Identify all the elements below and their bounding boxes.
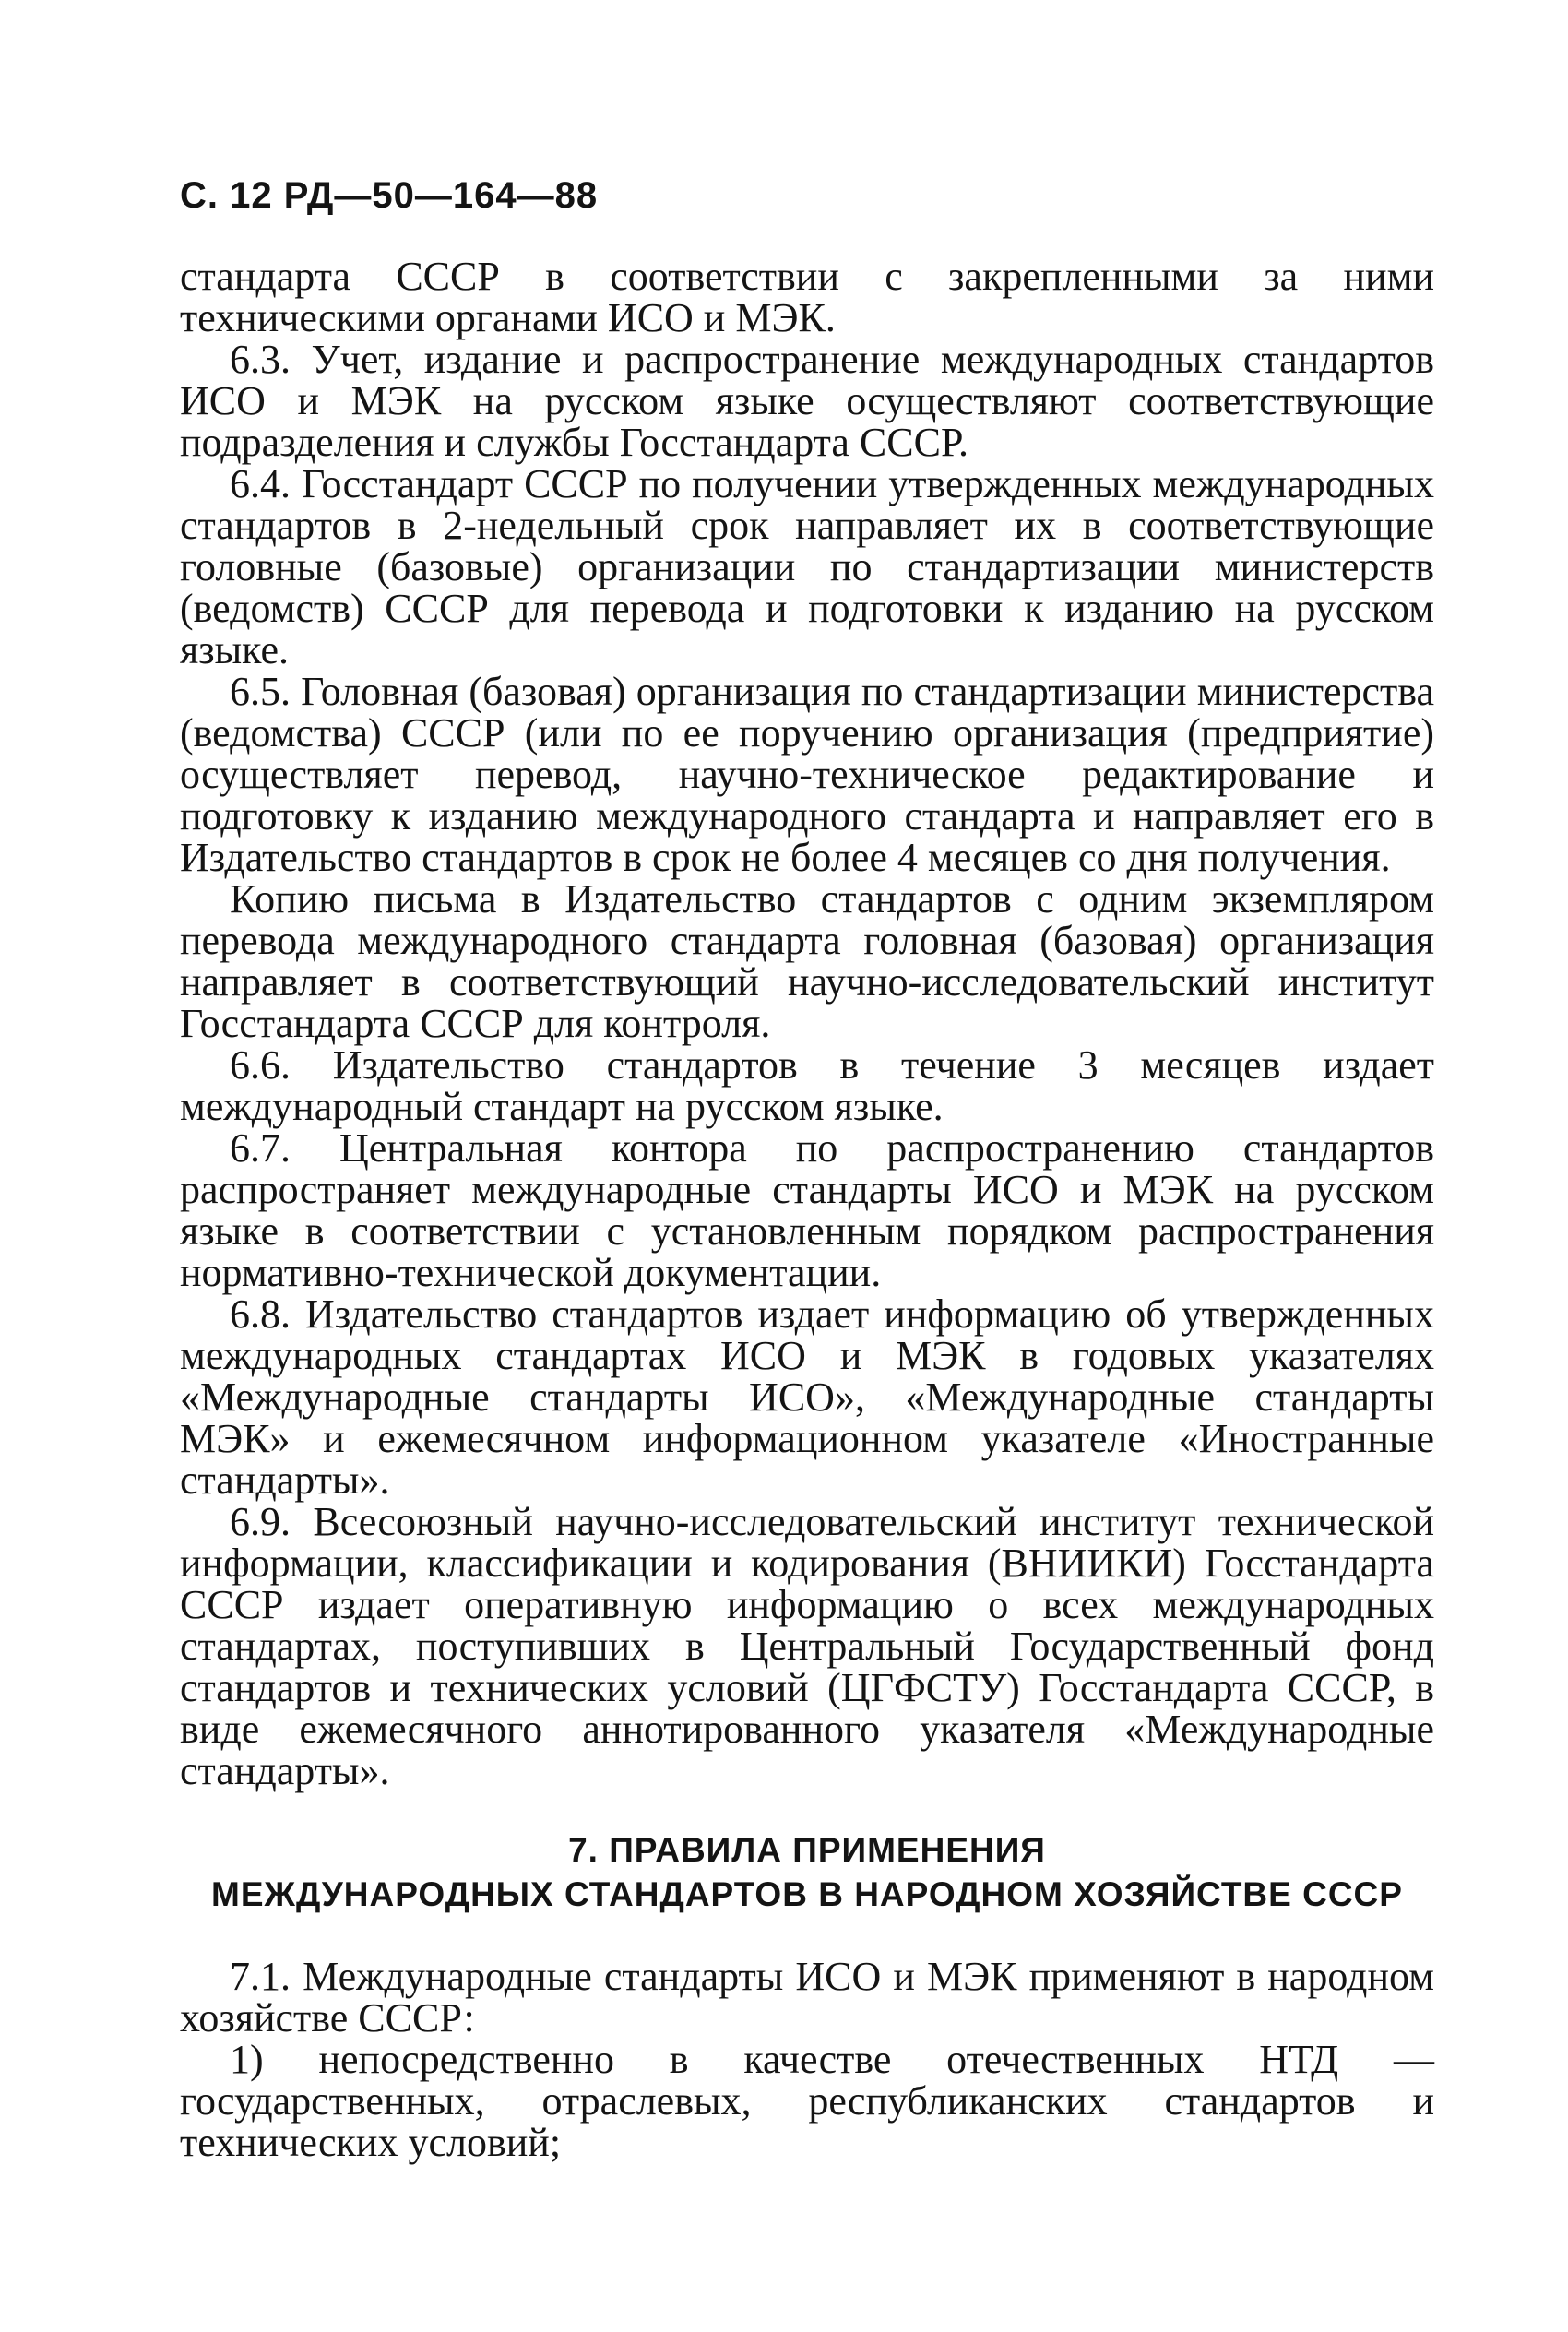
paragraph-7-1: 7.1. Международные стандарты ИСО и МЭК применяют в народном хозяйстве СССР: — [180, 1954, 1434, 2040]
paragraph-continuation: стандарта СССР в соответствии с закрепленными за ними техническими органами ИСО и МЭК. — [180, 254, 1434, 340]
paragraph-6-6: 6.6. Издательство стандартов в течение 3 месяцев издает международный стандарт на русском языке. — [180, 1042, 1434, 1129]
section-title-line-1: 7. ПРАВИЛА ПРИМЕНЕНИЯ — [568, 1831, 1046, 1869]
document-page — [180, 175, 1434, 2163]
page-header: С. 12 РД—50—164—88 — [180, 175, 599, 216]
paragraph-6-9: 6.9. Всесоюзный научно-исследовательский институт технической информации, классификации и кодирования (ВНИИКИ) Госстандарта СССР издает оперативную информацию о всех международных стандартах, поступивших в Центральный Государственный фонд стандартов и технических условий (ЦГФСТУ) Госстандарта СССР, в виде ежемесячного аннотированного указателя «Международные стандарты». — [180, 1499, 1434, 1793]
paragraph-6-3: 6.3. Учет, издание и распространение международных стандартов ИСО и МЭК на русском языке осуществляют соответствующие подразделения и службы Госстандарта СССР. — [180, 337, 1434, 465]
body-text — [180, 256, 1434, 2163]
paragraph-6-8: 6.8. Издательство стандартов издает информацию об утвержденных международных стандартах ИСО и МЭК в годовых указателях «Международные стандарты ИСО», «Международные стандарты МЭК» и ежемесячном информационном указателе «Иностранные стандарты». — [180, 1291, 1434, 1503]
section-title-line-2: МЕЖДУНАРОДНЫХ СТАНДАРТОВ В НАРОДНОМ ХОЗЯЙСТВЕ СССР — [211, 1875, 1403, 1913]
paragraph-6-5: 6.5. Головная (базовая) организация по стандартизации министерства (ведомства) СССР (или по ее поручению организация (предприятие) осуществляет перевод, научно-техническое редактирование и подготовку к изданию международного стандарта и направляет его в Издательство стандартов в срок не более 4 месяцев со дня получения. — [180, 669, 1434, 880]
section-7-title — [180, 1828, 1434, 1917]
paragraph-6-4: 6.4. Госстандарт СССР по получении утвержденных международных стандартов в 2-недельный срок направляет их в соответствующие головные (базовые) организации по стандартизации министерств (ведомств) СССР для перевода и подготовки к изданию на русском языке. — [180, 461, 1434, 672]
paragraph-7-1-item-1: 1) непосредственно в качестве отечественных НТД — государственных, отраслевых, республиканских стандартов и технических условий; — [180, 2037, 1434, 2165]
paragraph-6-7: 6.7. Центральная контора по распространению стандартов распространяет международные стандарты ИСО и МЭК на русском языке в соответствии с установленным порядком распространения нормативно-технической документации. — [180, 1125, 1434, 1295]
paragraph-copy-letter: Копию письма в Издательство стандартов с одним экземпляром перевода международного стандарта головная (базовая) организация направляет в соответствующий научно-исследовательский институт Госстандарта СССР для контроля. — [180, 876, 1434, 1046]
